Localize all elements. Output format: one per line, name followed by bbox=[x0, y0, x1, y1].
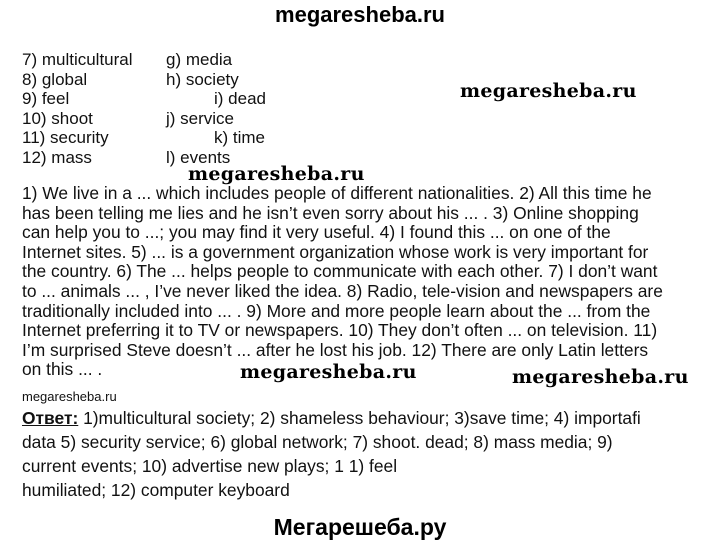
list-right-item: i) dead bbox=[214, 89, 266, 108]
list-left-item: 7) multicultural bbox=[22, 50, 133, 69]
list-left-item: 12) mass bbox=[22, 147, 92, 167]
top-watermark: megaresheba.ru bbox=[275, 2, 445, 27]
exercise-line: Internet sites. 5) ... is a government organization whose work is very important for bbox=[22, 241, 649, 262]
list-left-item: 8) global bbox=[22, 69, 88, 89]
watermark-center: megaresheba.ru bbox=[188, 163, 365, 185]
exercise-line: 1) We live in a ... which includes people of different nationalities. 2) All this time he bbox=[22, 183, 652, 203]
answer-line: humiliated; 12) computer keyboard bbox=[22, 480, 290, 500]
answer-text: 1)multicultural society; 2) shameless behaviour; 3)save time; 4) importafi bbox=[78, 408, 641, 428]
list-right-item: h) society bbox=[166, 69, 239, 89]
watermark-lower-center: megaresheba.ru bbox=[240, 361, 417, 383]
exercise-line: Internet preferring it to TV or newspapers. 10) They don’t often ... on television. 11) bbox=[22, 320, 658, 341]
exercise-line: has been telling me lies and he isn’t even sorry about his ... . 3) Online shopping bbox=[22, 202, 639, 223]
bottom-watermark: Мегарешеба.ру bbox=[273, 514, 447, 540]
list-left-item: 9) feel bbox=[22, 89, 70, 108]
watermark-lower-right: megaresheba.ru bbox=[512, 366, 689, 388]
list-left-item: 11) security bbox=[22, 128, 109, 147]
answer-line: current events; 10) advertise new plays; 1 1) feel bbox=[22, 456, 398, 476]
watermark-right: megaresheba.ru bbox=[460, 80, 637, 102]
answer-line bbox=[22, 406, 712, 430]
list-right-item: g) media bbox=[166, 50, 233, 69]
list-right-item: l) events bbox=[166, 147, 231, 167]
exercise-line: to ... animals ... , I’ve never liked the idea. 8) Radio, tele-vision and newspapers are bbox=[22, 280, 663, 301]
source-text: megaresheba.ru bbox=[22, 389, 117, 404]
list-left-item: 10) shoot bbox=[22, 108, 93, 128]
list-right-item: j) service bbox=[166, 108, 235, 128]
answer-label: Ответ: bbox=[22, 408, 79, 428]
answer-block bbox=[22, 406, 712, 502]
exercise-line: the country. 6) The ... helps people to communicate with each other. 7) I don’t want bbox=[22, 261, 658, 282]
exercise-text bbox=[22, 184, 720, 380]
exercise-line: on this ... . bbox=[22, 359, 103, 380]
answer-line: data 5) security service; 6) global network; 7) shoot. dead; 8) mass media; 9) bbox=[22, 432, 613, 452]
exercise-line: can help you to ...; you may find it very useful. 4) I found this ... on one of the bbox=[22, 222, 611, 243]
exercise-line: traditionally included into ... . 9) More and more people learn about the ... from the bbox=[22, 300, 651, 321]
exercise-line: I’m surprised Steve doesn’t ... after he lost his job. 12) There are only Latin letters bbox=[22, 339, 649, 360]
list-right-item: k) time bbox=[214, 128, 265, 147]
